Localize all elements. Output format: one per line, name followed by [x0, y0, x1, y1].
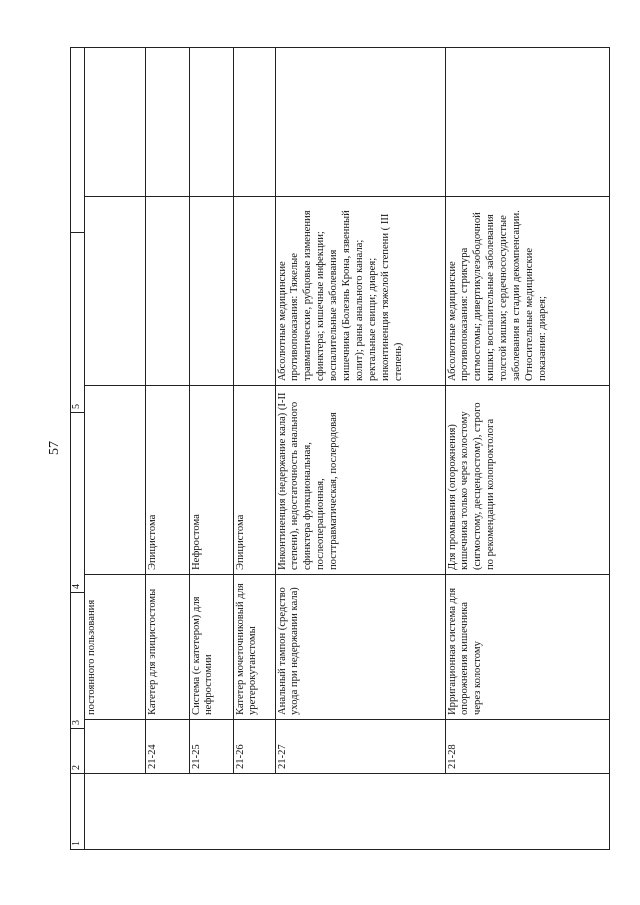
table-row — [189, 48, 233, 773]
item-extra — [233, 48, 275, 197]
item-extra — [275, 48, 445, 197]
item-name: Система (с катетером) для нефростомии — [189, 575, 233, 720]
item-contraindication — [145, 197, 189, 386]
item-indication: Для промывания (опорожнения) кишечника только через колостому (сигмостому, десцендостому), строго по рекомендации колопроктолога — [445, 386, 609, 575]
item-indication: Инконтиненция (недержание кала) (I-II степени), недостаточность анального сфинктера функциональная, послеоперационная, посттравматическая, послеродовая — [275, 386, 445, 575]
item-number: 21-24 — [145, 720, 189, 774]
header-cell — [71, 48, 85, 233]
table-row — [85, 48, 145, 773]
item-contraindication — [189, 197, 233, 386]
item-indication: Эпицистома — [233, 386, 275, 575]
table-row — [145, 48, 189, 773]
item-name: Катетер мочеточниковый для уретерокутанстомы — [233, 575, 275, 720]
item-indication — [85, 386, 145, 575]
item-number: 21-28 — [445, 720, 609, 774]
rotated-page-content — [70, 48, 610, 850]
item-name: Ирригационная система для опорожнения кишечника через колостому — [445, 575, 609, 720]
item-extra — [145, 48, 189, 197]
item-contraindication — [85, 197, 145, 386]
item-number — [85, 720, 145, 774]
header-cell: 1 — [71, 774, 85, 850]
table-row — [233, 48, 275, 773]
item-name: Катетер для эпицистостомы — [145, 575, 189, 720]
item-extra — [189, 48, 233, 197]
item-name: Анальный тампон (средство ухода при недержании кала) — [275, 575, 445, 720]
section-cell — [85, 774, 610, 850]
item-number: 21-26 — [233, 720, 275, 774]
page-number: 57 — [47, 441, 62, 455]
item-number: 21-25 — [189, 720, 233, 774]
header-cell: 5 — [71, 233, 85, 413]
header-cell: 2 — [71, 729, 85, 774]
medical-devices-table — [70, 47, 610, 850]
item-number: 21-27 — [275, 720, 445, 774]
item-indication: Нефростома — [189, 386, 233, 575]
item-contraindication — [233, 197, 275, 386]
table-row — [445, 48, 609, 773]
item-contraindication: Абсолютные медицинские противопоказания: стриктура сигмостомы; дивертикулезободочной кишки; воспалительные заболевания толстой кишки; сердечнососудистые заболевания в стадии декомпенсации. Относительные медицинские показания: диарея; — [445, 197, 609, 386]
table-header-row — [71, 48, 85, 850]
item-extra — [85, 48, 145, 197]
items-subtable — [85, 48, 609, 773]
item-contraindication: Абсолютные медицинские противопоказания: Тяжелые травматические, рубцовые изменения сфинктера; кишечные инфекции; воспалительные заболевания кишечника (Болезнь Крона, язвенный колит); раны анального канала; ректальные свищи; диарея; инконтиненция тяжелой степени ( III степень) — [275, 197, 445, 386]
nested-rows-cell — [85, 48, 610, 774]
item-indication: Эпицистома — [145, 386, 189, 575]
header-cell: 3 — [71, 593, 85, 729]
table-row — [275, 48, 445, 773]
table-row — [85, 48, 610, 850]
header-cell: 4 — [71, 413, 85, 593]
item-extra — [445, 48, 609, 197]
item-name: постоянного пользования — [85, 575, 145, 720]
